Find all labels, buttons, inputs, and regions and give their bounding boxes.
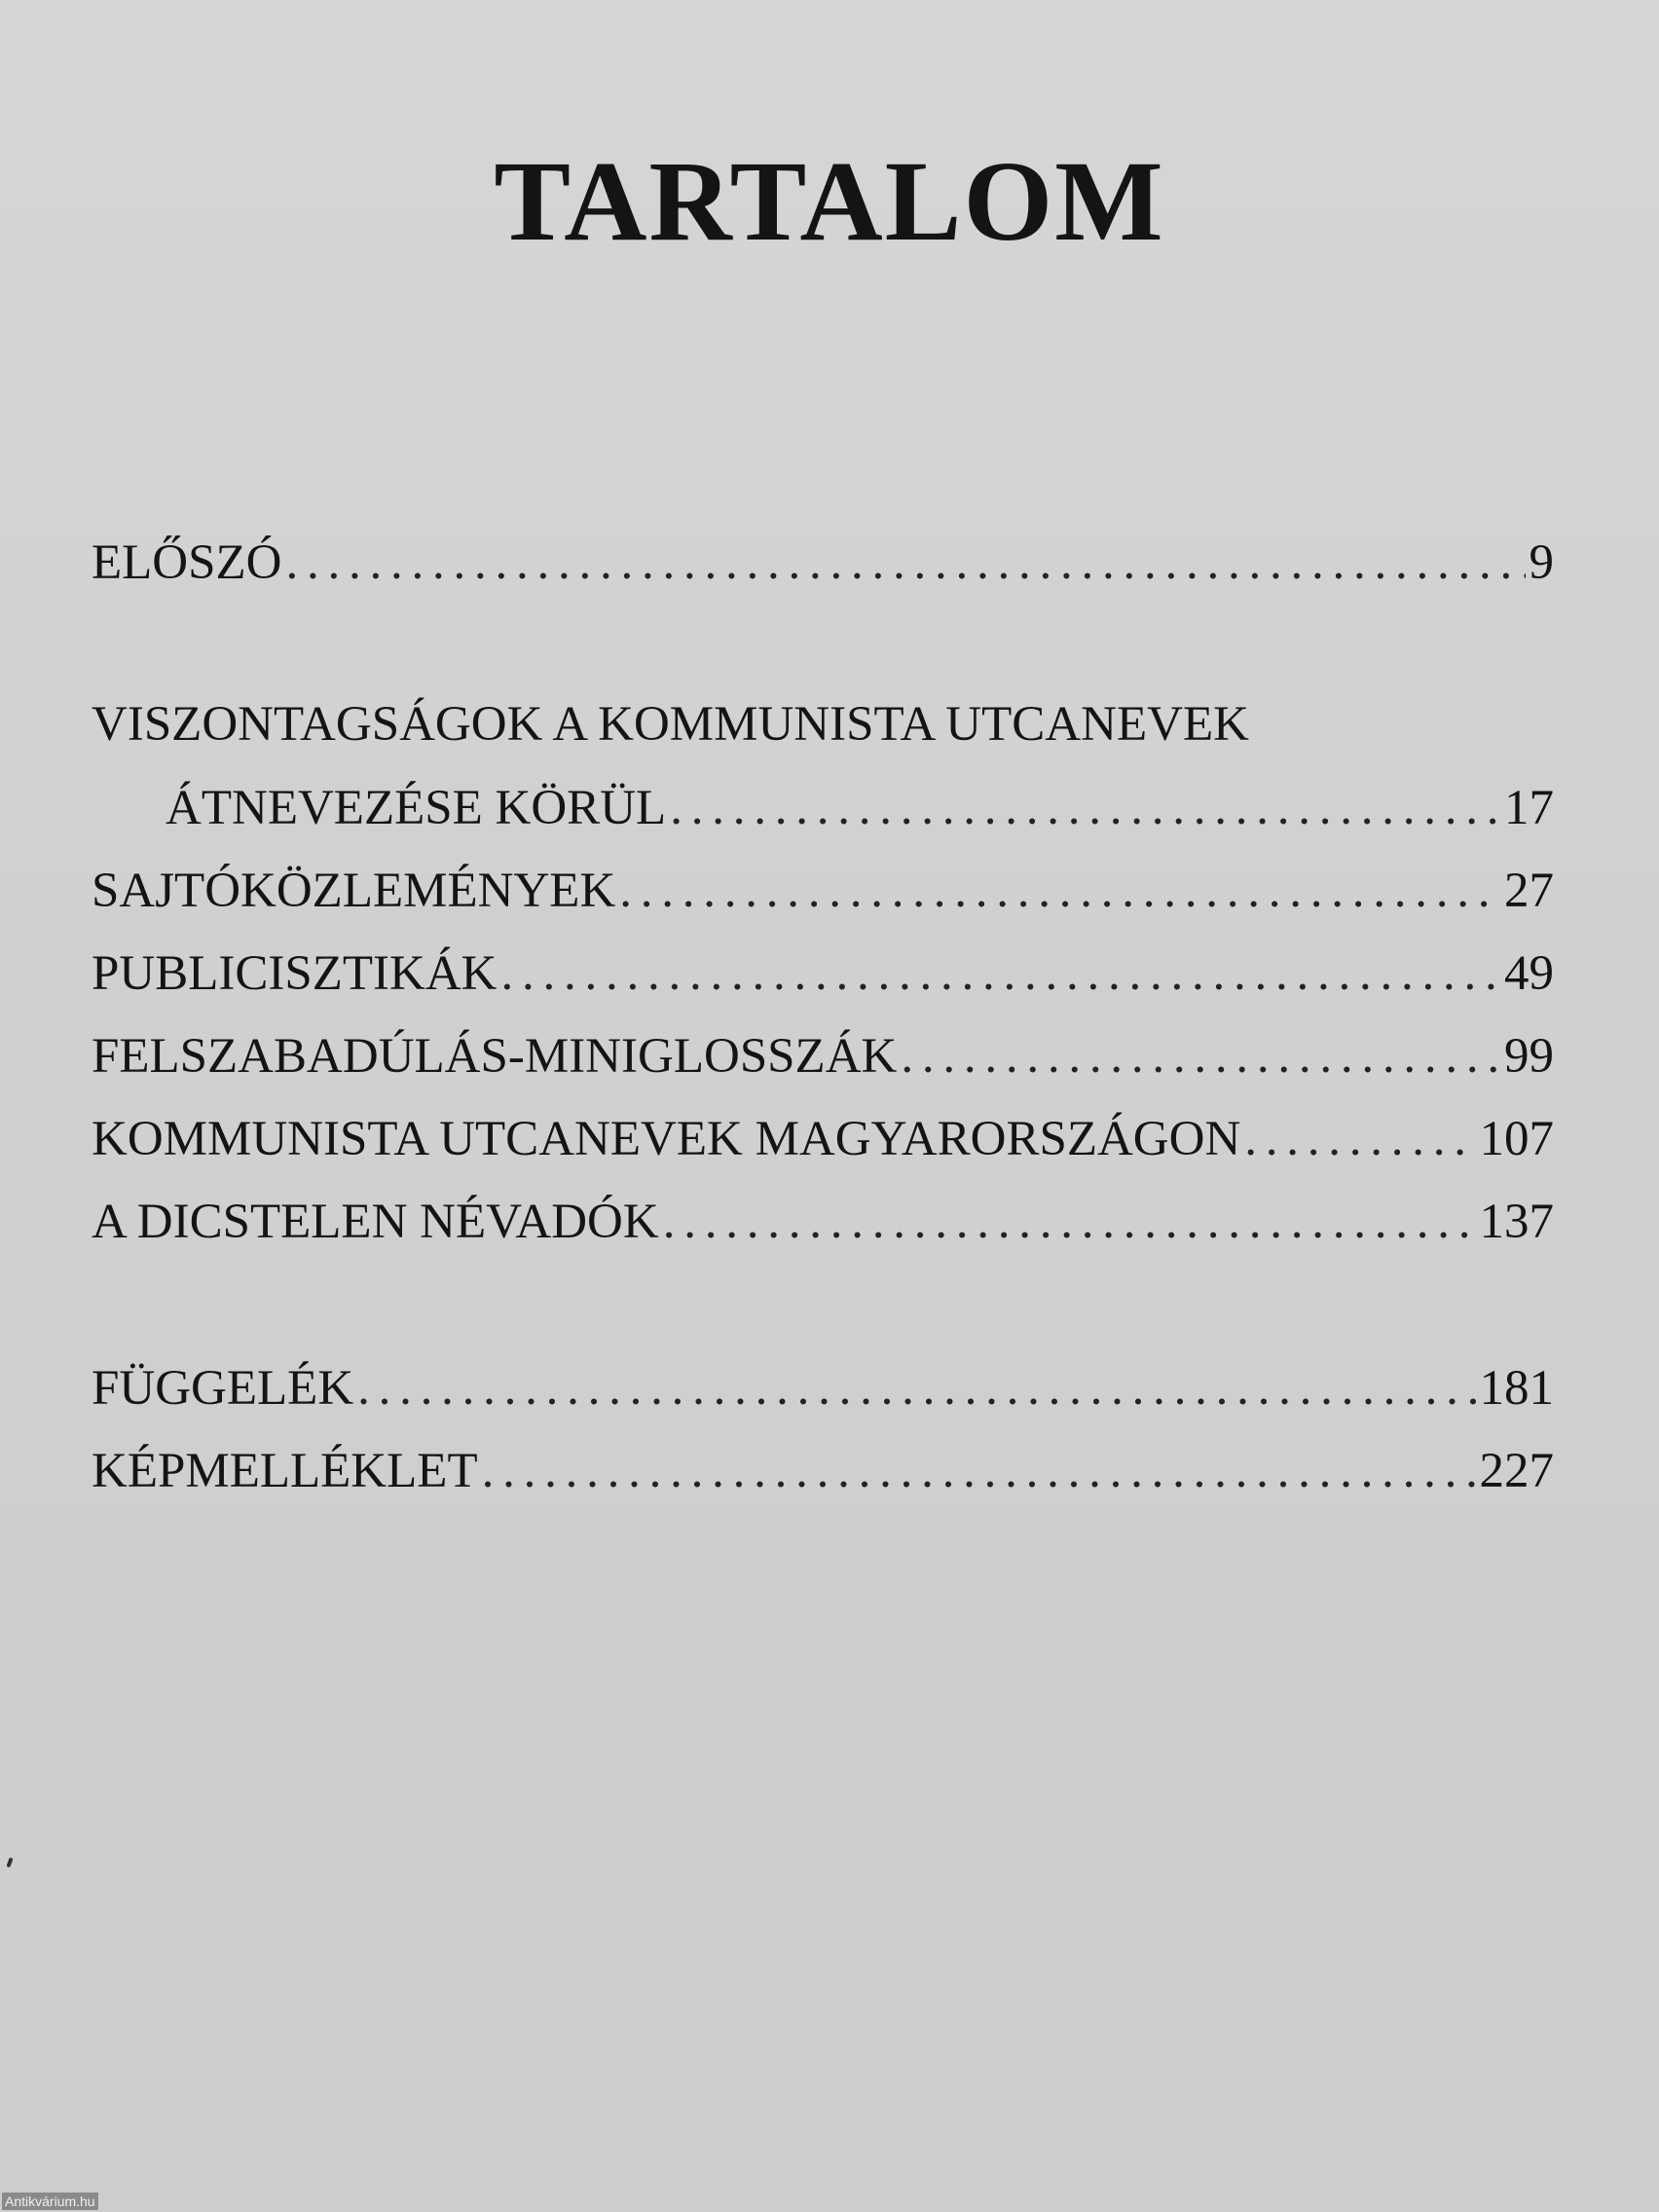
toc-entry-eloszo — [92, 534, 1554, 592]
toc-entry-viszontagsagok — [166, 779, 1554, 837]
toc-entry-label: KÉPMELLÉKLET — [92, 1444, 478, 1498]
toc-entry-publicisztikak — [92, 944, 1554, 1003]
toc-leader-dots — [285, 534, 1525, 592]
toc-entry-dicstelen-nevadok — [92, 1193, 1554, 1251]
paper-speck — [6, 1858, 13, 1868]
toc-page-number: 137 — [1479, 1195, 1554, 1249]
toc-entry-label: A DICSTELEN NÉVADÓK — [92, 1195, 659, 1249]
page-title: TARTALOM — [494, 137, 1165, 265]
table-of-contents — [92, 0, 1554, 2212]
toc-entry-kepmelleklet — [92, 1442, 1554, 1500]
toc-page-number: 181 — [1479, 1361, 1554, 1416]
toc-entry-sajtokozlemenyek — [92, 862, 1554, 920]
toc-entry-label: ELŐSZÓ — [92, 535, 282, 590]
toc-page-number: 99 — [1504, 1029, 1554, 1084]
toc-entry-label: FÜGGELÉK — [92, 1361, 354, 1416]
toc-page-number: 27 — [1504, 864, 1554, 918]
toc-page-number: 17 — [1504, 781, 1554, 835]
toc-entry-fuggelek — [92, 1359, 1554, 1418]
toc-leader-dots — [482, 1442, 1476, 1500]
toc-leader-dots — [1244, 1110, 1475, 1168]
toc-page-number: 107 — [1479, 1112, 1554, 1166]
toc-entry-kommunista-utcanevek — [92, 1110, 1554, 1168]
toc-entry-felszabadulas — [92, 1027, 1554, 1086]
toc-page-number: 49 — [1504, 946, 1554, 1001]
toc-page-number: 9 — [1529, 535, 1554, 590]
toc-entry-label: ÁTNEVEZÉSE KÖRÜL — [166, 781, 667, 835]
toc-entry-label: KOMMUNISTA UTCANEVEK MAGYARORSZÁGON — [92, 1112, 1241, 1166]
toc-leader-dots — [619, 862, 1500, 920]
toc-leader-dots — [901, 1027, 1500, 1086]
toc-leader-dots — [357, 1359, 1475, 1418]
toc-leader-dots — [663, 1193, 1476, 1251]
toc-entry-label: PUBLICISZTIKÁK — [92, 946, 498, 1001]
toc-leader-dots — [501, 944, 1501, 1003]
toc-page-number: 227 — [1479, 1444, 1554, 1498]
toc-entry-label: FELSZABADÚLÁS-MINIGLOSSZÁK — [92, 1029, 898, 1084]
toc-entry-label-line1: VISZONTAGSÁGOK A KOMMUNISTA UTCANEVEK — [92, 697, 1249, 752]
watermark: Antikvárium.hu — [2, 2193, 98, 2210]
toc-leader-dots — [670, 779, 1500, 837]
toc-entry-label: SAJTÓKÖZLEMÉNYEK — [92, 864, 616, 918]
